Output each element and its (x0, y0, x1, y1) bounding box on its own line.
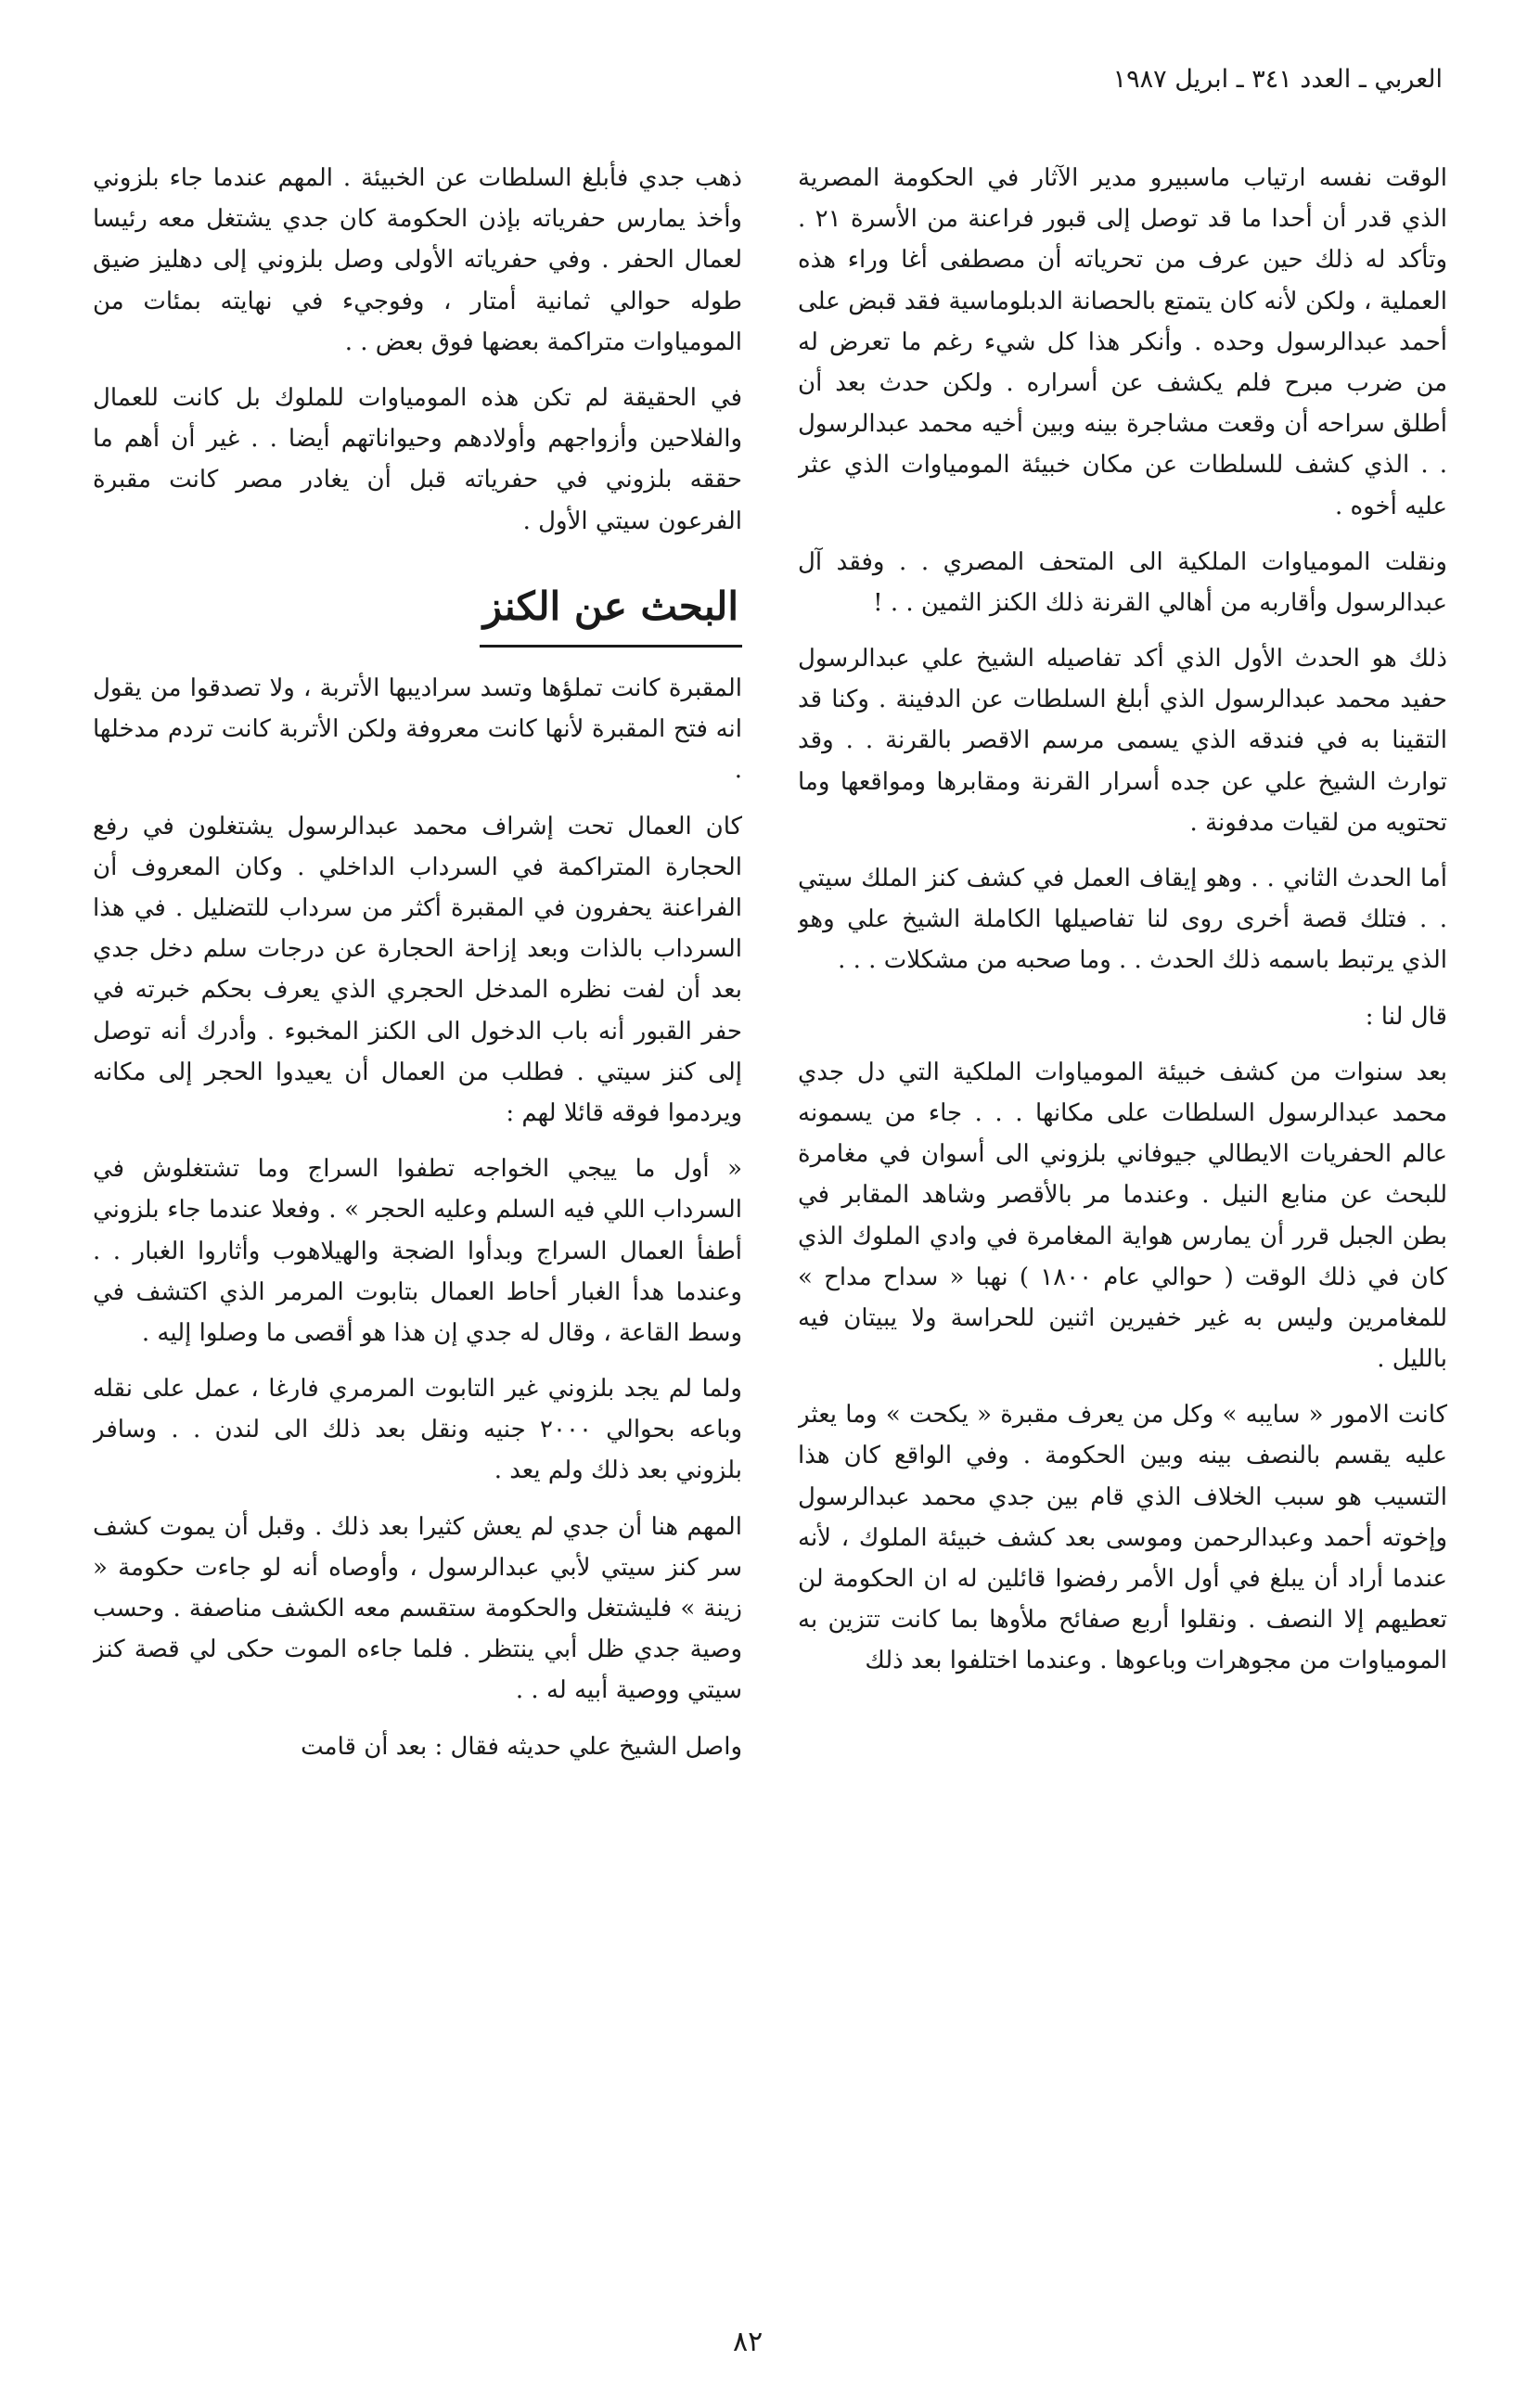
article-paragraph: ذهب جدي فأبلغ السلطات عن الخبيئة . المهم عندما جاء بلزوني وأخذ يمارس حفرياته بإذن الحكومة كان جدي يشتغل معه رئيسا لعمال الحفر . وفي حفرياته الأولى وصل بلزوني إلى دهليز ضيق طوله حوالي ثمانية أمتار ، وفوجيء في نهايته بمئات من المومياوات متراكمة بعضها فوق بعض . . (93, 164, 742, 356)
article-paragraph: المقبرة كانت تملؤها وتسد سراديبها الأتربة ، ولا تصدقوا من يقول انه فتح المقبرة لأنها كانت معروفة ولكن الأتربة كانت تردم مدخلها . (93, 674, 742, 785)
article-paragraph: « أول ما ييجي الخواجه تطفوا السراج وما تشتغلوش في السرداب اللي فيه السلم وعليه الحجر » . وفعلا عندما جاء بلزوني أطفأ العمال السراج وبدأوا الضجة والهيلاهوب وأثاروا الغبار . . وعندما هدأ الغبار أحاط العمال بتابوت المرمر الذي اكتشف في وسط القاعة ، وقال له جدي إن هذا هو أقصى ما وصلوا إليه . (93, 1155, 742, 1347)
left-column (93, 158, 742, 2319)
article-paragraph: في الحقيقة لم تكن هذه المومياوات للملوك بل كانت للعمال والفلاحين وأزواجهم وأولادهم وحيواناتهم أيضا . . غير أن أهم ما حققه بلزوني في حفرياته قبل أن يغادر مصر كانت مقبرة الفرعون سيتي الأول . (93, 383, 742, 535)
section-subheading: البحث عن الكنز (480, 573, 742, 648)
running-header: العربي ـ العدد ٣٤١ ـ ابريل ١٩٨٧ (1112, 65, 1443, 94)
article-paragraph: واصل الشيخ علي حديثه فقال : بعد أن قامت (301, 1732, 742, 1761)
article-paragraph: كانت الامور « سايبه » وكل من يعرف مقبرة « يكحت » وما يعثر عليه يقسم بالنصف بينه وبين الحكومة . وفي الواقع كان هذا التسيب هو سبب الخلاف الذي قام بين جدي محمد عبدالرسول وإخوته أحمد وعبدالرحمن وموسى بعد كشف خبيئة الملوك ، لأنه عندما أراد أن يبلغ في أول الأمر رفضوا قائلين له ان الحكومة لن تعطيهم إلا النصف . ونقلوا أربع صفائح ملأوها بما كانت تتزين به المومياوات من مجوهرات وباعوها . وعندما اختلفوا بعد ذلك (798, 1401, 1447, 1675)
article-paragraph: قال لنا : (1365, 1002, 1447, 1031)
article-paragraph: بعد سنوات من كشف خبيئة المومياوات الملكية التي دل جدي محمد عبدالرسول السلطات على مكانها . . . جاء من يسمونه عالم الحفريات الايطالي جيوفاني بلزوني الى أسوان في مغامرة للبحث عن منابع النيل . وعندما مر بالأقصر وشاهد المقابر في بطن الجبل قرر أن يمارس هواية المغامرة في وادي الملوك الذي كان في ذلك الوقت ( حوالي عام ١٨٠٠ ) نهبا « سداح مداح » للمغامرين وليس به غير خفيرين اثنين للحراسة ولا يبيتان فيه بالليل . (798, 1058, 1447, 1374)
article-paragraph: أما الحدث الثاني . . وهو إيقاف العمل في كشف كنز الملك سيتي . . فتلك قصة أخرى روى لنا تفاصيلها الكاملة الشيخ علي وهو الذي يرتبط باسمه ذلك الحدث . . وما صحبه من مشكلات . . . (798, 865, 1447, 975)
right-column (798, 158, 1447, 2319)
subheading-wrapper (93, 557, 742, 668)
article-paragraph: ونقلت المومياوات الملكية الى المتحف المصري . . وفقد آل عبدالرسول وأقاربه من أهالي القرنة ذلك الكنز الثمين . . ! (798, 547, 1447, 617)
article-paragraph: ذلك هو الحدث الأول الذي أكد تفاصيله الشيخ علي عبدالرسول حفيد محمد عبدالرسول الذي أبلغ السلطات عن الدفينة . وكنا قد التقينا به في فندقه الذي يسمى مرسم الاقصر بالقرنة . . وقد توارث الشيخ علي عن جده أسرار القرنة ومقابرها ومواقعها وما تحتويه من لقيات مدفونة . (798, 645, 1447, 837)
article-paragraph: كان العمال تحت إشراف محمد عبدالرسول يشتغلون في رفع الحجارة المتراكمة في السرداب الداخلي . وكان المعروف أن الفراعنة يحفرون في المقبرة أكثر من سرداب للتضليل . في هذا السرداب بالذات وبعد إزاحة الحجارة عن درجات سلم دخل جدي بعد أن لفت نظره المدخل الحجري الذي يعرف بحكم خبرته في حفر القبور أنه باب الدخول الى الكنز المخبوء . وأدرك أنه توصل إلى كنز سيتي . فطلب من العمال أن يعيدوا الحجر إلى مكانه ويردموا فوقه قائلا لهم : (93, 812, 742, 1127)
page-number: ٨٢ (733, 2326, 764, 2358)
article-paragraph: الوقت نفسه ارتياب ماسبيرو مدير الآثار في الحكومة المصرية الذي قدر أن أحدا ما قد توصل إلى قبور فراعنة من الأسرة ٢١ . وتأكد له ذلك حين عرف من تحرياته أن مصطفى أغا وراء هذه العملية ، ولكن لأنه كان يتمتع بالحصانة الدبلوماسية فقد قبض على أحمد عبدالرسول وحده . وأنكر هذا كل شيء رغم ما تعرض له من ضرب مبرح فلم يكشف عن أسراره . ولكن حدث بعد أن أطلق سراحه أن وقعت مشاجرة بينه وبين أخيه محمد عبدالرسول . . الذي كشف للسلطات عن مكان خبيئة المومياوات الذي عثر عليه أخوه . (798, 164, 1447, 520)
article-paragraph: المهم هنا أن جدي لم يعش كثيرا بعد ذلك . وقبل أن يموت كشف سر كنز سيتي لأبي عبدالرسول ، وأوصاه أنه لو جاءت حكومة « زينة » فليشتغل والحكومة ستقسم معه الكشف مناصفة . وحسب وصية جدي ظل أبي ينتظر . فلما جاءه الموت حكى لي قصة كنز سيتي ووصية أبيه له . . (93, 1512, 742, 1705)
article-paragraph: ولما لم يجد بلزوني غير التابوت المرمري فارغا ، عمل على نقله وباعه بحوالي ٢٠٠٠ جنيه ونقل بعد ذلك الى لندن . . وسافر بلزوني بعد ذلك ولم يعد . (93, 1375, 742, 1485)
